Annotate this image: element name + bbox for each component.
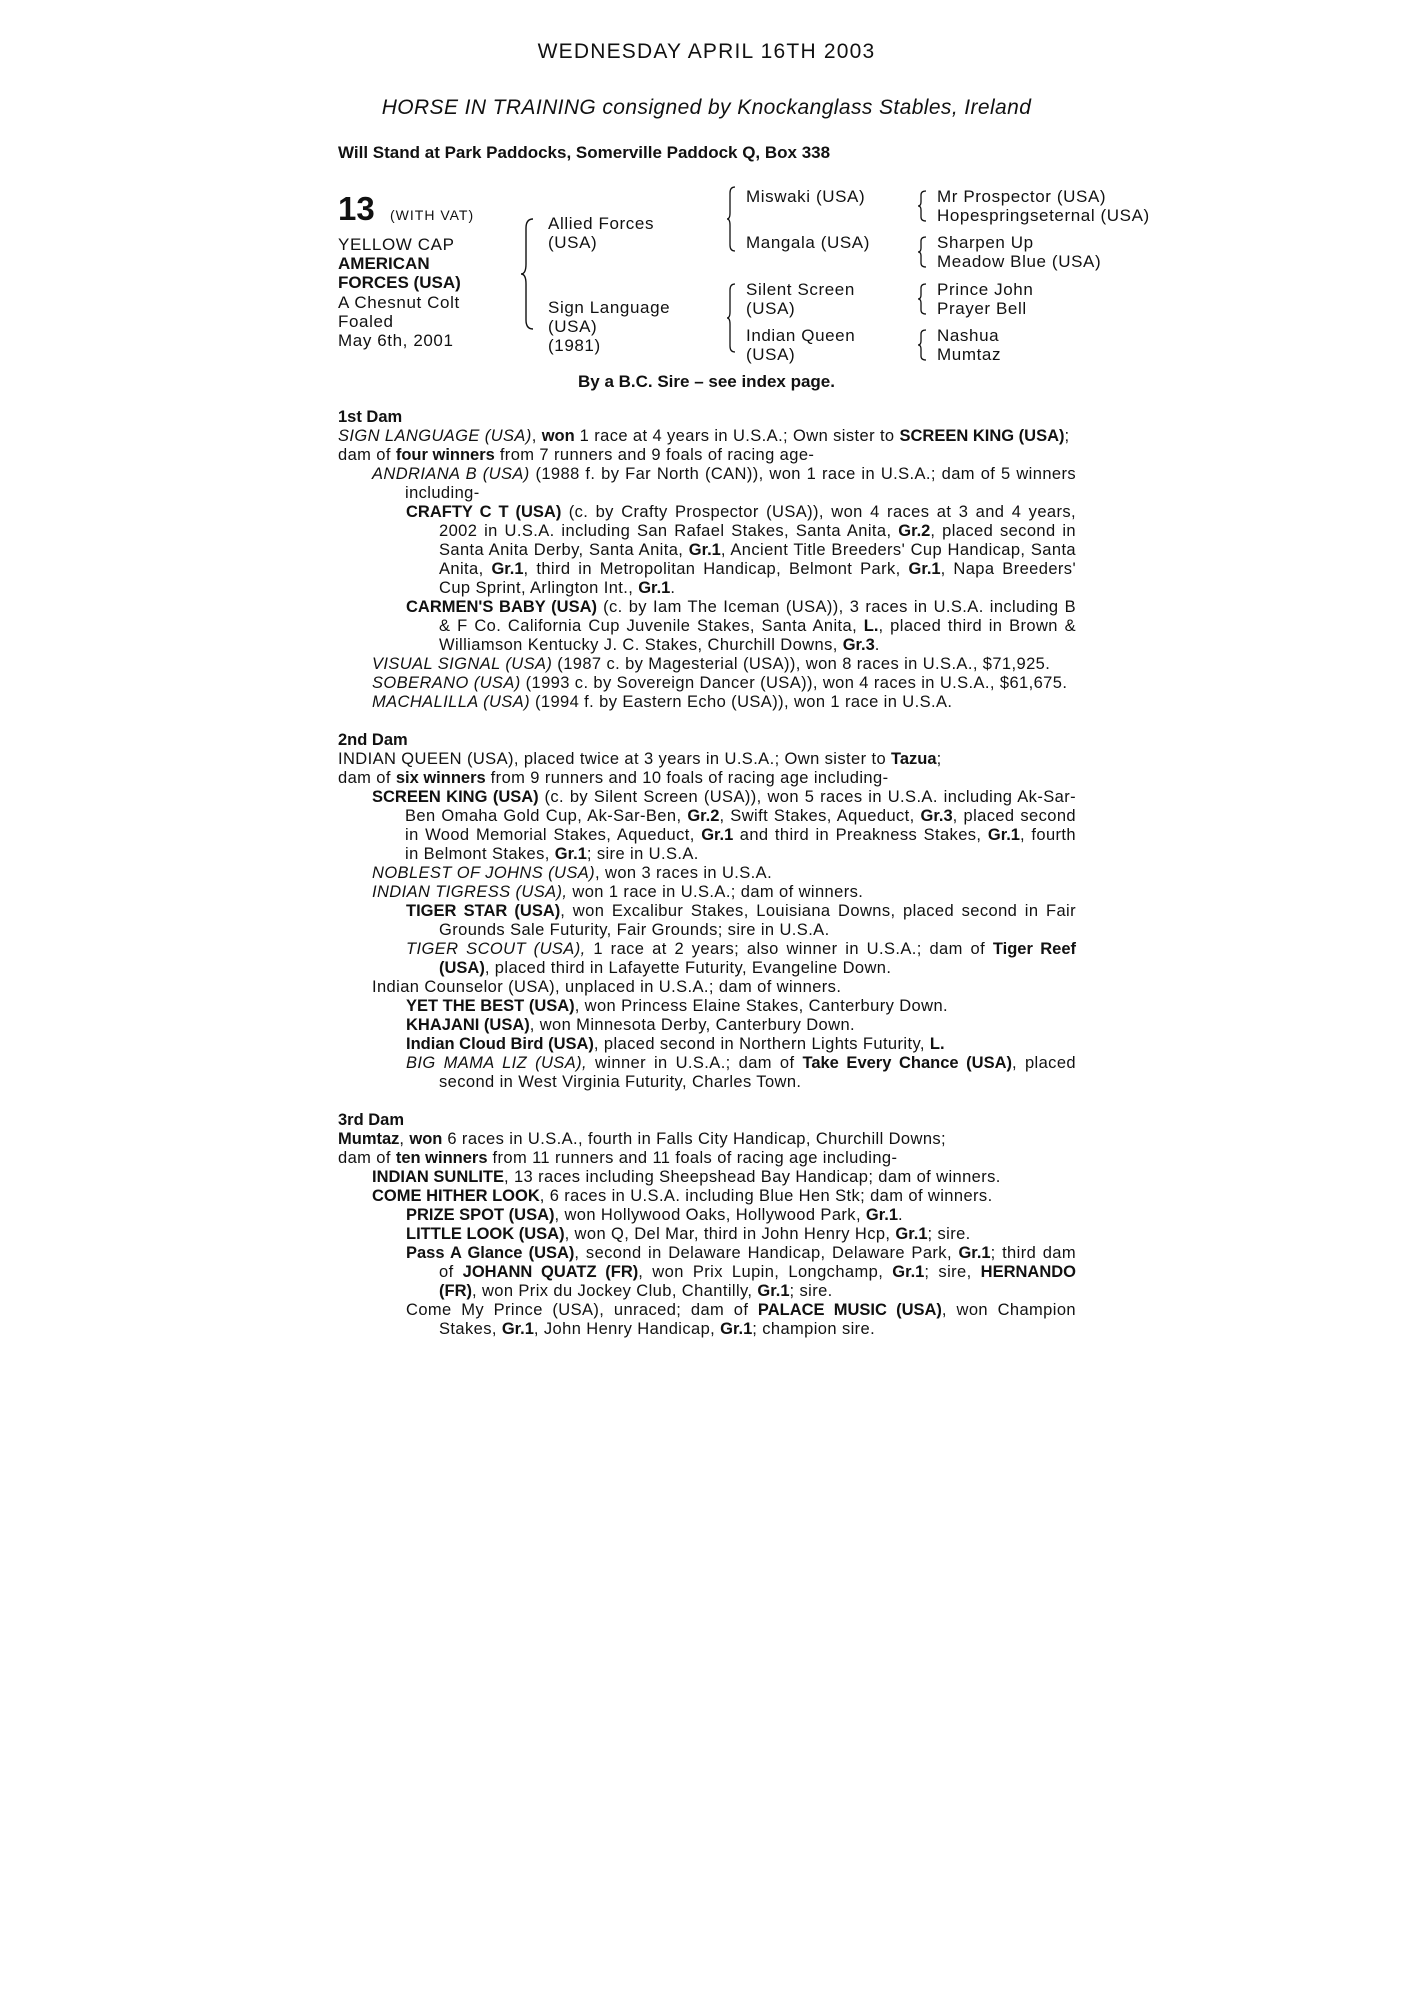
pedigree-dam-sire: Silent Screen [746, 280, 855, 299]
pedigree-ds-dam: Prayer Bell [937, 299, 1027, 318]
second-dam-produce-line [338, 769, 1076, 788]
entry-text: (1993 c. by Sovereign Dancer (USA)), won 4 races in U.S.A., $61,675. [520, 674, 1068, 692]
third-dam-heading: 3rd Dam [338, 1111, 405, 1129]
entry-text: (c. by Crafty Prospector (USA)), won 4 races at 3 and 4 years, 2002 in U.S.A. including San Rafael Stakes, Santa Anita, [439, 503, 1077, 540]
entry-text: (1994 f. by Eastern Echo (USA)), won 1 race in U.S.A. [530, 693, 953, 711]
entry-text: , won Excalibur Stakes, Louisiana Downs, placed second in Fair Grounds Sale Futurity, Fair Grounds; sire in U.S.A. [439, 902, 1076, 939]
entry-text: , placed third in Lafayette Futurity, Evangeline Down. [484, 959, 892, 977]
grade-label: Gr.3 [842, 636, 875, 654]
listed-label: L. [929, 1035, 945, 1053]
first-dam-produce-line [338, 446, 1076, 465]
entry-text: ; sire, [924, 1263, 981, 1281]
pedigree-sd-dam: Meadow Blue (USA) [937, 252, 1102, 271]
pedigree-brace-main [520, 218, 534, 330]
pedigree-ss-dam: Hopespringseternal (USA) [937, 206, 1150, 225]
horse-name: SCREEN KING (USA) [372, 788, 539, 806]
pedigree-dd-sire: Nashua [937, 326, 1000, 345]
entry-text: , 6 races in U.S.A. including Blue Hen Stk; dam of winners. [539, 1187, 993, 1205]
horse-name: JOHANN QUATZ (FR) [462, 1263, 639, 1281]
foaling-date: May 6th, 2001 [338, 331, 454, 350]
produce-entry [338, 1301, 1076, 1339]
horse-name: PALACE MUSIC (USA) [757, 1301, 942, 1319]
horse-name: HERNANDO (FR) [439, 1263, 1077, 1300]
grade-label: Gr.1 [720, 1320, 753, 1338]
produce-entry [338, 655, 1076, 674]
entry-text: . [670, 579, 676, 597]
entry-text: 1 race at 4 years in U.S.A.; Own sister to [574, 427, 900, 445]
cap-colour: YELLOW CAP [338, 235, 455, 254]
horse-name: NOBLEST OF JOHNS (USA) [372, 864, 596, 882]
grade-label: Gr.1 [908, 560, 941, 578]
entry-text: dam of [338, 1149, 396, 1167]
entry-text: , won Hollywood Oaks, Hollywood Park, [554, 1206, 866, 1224]
produce-entry [338, 1035, 1076, 1054]
pedigree-dam: Sign Language [548, 298, 671, 317]
entry-text: (c. by Silent Screen (USA)), won 5 races in U.S.A. including Ak-Sar-Ben Omaha Gold Cup, Ak-Sar-Ben, [405, 788, 1076, 825]
stand-location: Will Stand at Park Paddocks, Somerville Paddock Q, Box 338 [338, 143, 831, 162]
pedigree-ss-sire: Mr Prospector (USA) [937, 187, 1107, 206]
entry-text: (1988 f. by Far North (CAN)), won 1 race in U.S.A.; dam of 5 winners including- [405, 465, 1077, 502]
winners-count: ten winners [395, 1149, 488, 1167]
third-dam-produce-line [338, 1149, 1076, 1168]
pedigree-brace-ss [917, 190, 927, 222]
pedigree-dam-dam: Indian Queen [746, 326, 856, 345]
produce-entry [338, 598, 1076, 655]
horse-name: LITTLE LOOK (USA) [406, 1225, 565, 1243]
horse-name: Tazua [891, 750, 937, 768]
produce-entry [338, 788, 1076, 864]
entry-text: , won Prix du Jockey Club, Chantilly, [471, 1282, 758, 1300]
produce-entry [338, 978, 1076, 997]
entry-text: , Swift Stakes, Aqueduct, [719, 807, 921, 825]
horse-name: ANDRIANA B (USA) [372, 465, 530, 483]
entry-text: , won Prix Lupin, Longchamp, [638, 1263, 893, 1281]
entry-text: . [898, 1206, 904, 1224]
entry-text: from 11 runners and 11 foals of racing age including- [487, 1149, 898, 1167]
produce-entry [338, 503, 1076, 598]
entry-text: 6 races in U.S.A., fourth in Falls City Handicap, Churchill Downs; [442, 1130, 947, 1148]
entry-text: ; [1064, 427, 1070, 445]
horse-name: Tiger Reef (USA) [439, 940, 1077, 977]
produce-entry [338, 997, 1076, 1016]
entry-text: winner in U.S.A.; dam of [587, 1054, 803, 1072]
pedigree-sire-dam: Mangala (USA) [746, 233, 871, 252]
produce-entry [338, 883, 1076, 902]
won-label: won [541, 427, 575, 445]
grade-label: Gr.1 [892, 1263, 925, 1281]
grade-label: Gr.1 [688, 541, 721, 559]
horse-name: MACHALILLA (USA) [372, 693, 530, 711]
horse-name: Take Every Chance (USA) [802, 1054, 1012, 1072]
second-dam-heading: 2nd Dam [338, 731, 408, 749]
winners-count: four winners [395, 446, 495, 464]
listed-label: L. [863, 617, 879, 635]
entry-text: , won Princess Elaine Stakes, Canterbury Down. [574, 997, 948, 1015]
pedigree-brace-ds [917, 283, 927, 315]
grade-label: Gr.2 [687, 807, 720, 825]
entry-text: , won Champion Stakes, [439, 1301, 1076, 1338]
won-label: won [409, 1130, 443, 1148]
entry-text: , 13 races including Sheepshead Bay Handicap; dam of winners. [504, 1168, 1001, 1186]
horse-name: BIG MAMA LIZ (USA), [406, 1054, 587, 1072]
pedigree-dam-country: (USA) [548, 317, 598, 336]
entry-text: , won 3 races in U.S.A. [595, 864, 773, 882]
grade-label: Gr.1 [987, 826, 1020, 844]
pedigree-brace-sd [917, 236, 927, 268]
entry-text: , won Minnesota Derby, Canterbury Down. [529, 1016, 856, 1034]
horse-name: CRAFTY C T (USA) [406, 503, 562, 521]
grade-label: Gr.1 [757, 1282, 790, 1300]
entry-text: ; [936, 750, 942, 768]
grade-label: Gr.1 [501, 1320, 534, 1338]
horse-name: SIGN LANGUAGE (USA) [338, 427, 532, 445]
entry-text: , won Q, Del Mar, third in John Henry Hcp, [564, 1225, 896, 1243]
entry-text: ; third dam of [439, 1244, 1076, 1281]
produce-entry [338, 864, 1076, 883]
horse-name: YET THE BEST (USA) [406, 997, 575, 1015]
pedigree-brace-sire [726, 186, 736, 252]
grade-label: Gr.2 [898, 522, 931, 540]
entry-text: , placed second in Northern Lights Futurity, [593, 1035, 930, 1053]
grade-label: Gr.3 [920, 807, 953, 825]
foaled-label: Foaled [338, 312, 394, 331]
entry-text: ; sire in U.S.A. [586, 845, 699, 863]
pedigree-sire: Allied Forces [548, 214, 655, 233]
pedigree-sire-country: (USA) [548, 233, 598, 252]
first-dam-entry: SIGN LANGUAGE (USA), won 1 race at 4 years in U.S.A.; Own sister to SCREEN KING (USA); [338, 427, 1070, 445]
entry-text: , placed second in Santa Anita Derby, Santa Anita, [439, 522, 1076, 559]
grade-label: Gr.1 [554, 845, 587, 863]
lot-number: 13 [338, 190, 375, 227]
horse-name: VISUAL SIGNAL (USA) [372, 655, 553, 673]
entry-text: , placed second in Wood Memorial Stakes, Aqueduct, [405, 807, 1076, 844]
horse-name: INDIAN TIGRESS (USA), [372, 883, 568, 901]
horse-name: SOBERANO (USA) [372, 674, 521, 692]
entry-text: and third in Preakness Stakes, [733, 826, 988, 844]
horse-name: Pass A Glance (USA) [406, 1244, 575, 1262]
pedigree-brace-dd [917, 329, 927, 361]
second-dam-entry [338, 750, 1076, 769]
pedigree-sd-sire: Sharpen Up [937, 233, 1034, 252]
produce-entry [338, 1244, 1076, 1301]
entry-text: 1 race at 2 years; also winner in U.S.A.; dam of [585, 940, 993, 958]
horse-name: COME HITHER LOOK [372, 1187, 540, 1205]
entry-text: Come My Prince (USA), unraced; dam of [406, 1301, 758, 1319]
entry-text: , placed third in Brown & Williamson Kentucky J. C. Stakes, Churchill Downs, [439, 617, 1076, 654]
entry-text: INDIAN QUEEN (USA), placed twice at 3 years in U.S.A.; Own sister to [338, 750, 892, 768]
horse-name: SCREEN KING (USA) [899, 427, 1065, 445]
entry-text: won 1 race in U.S.A.; dam of winners. [567, 883, 864, 901]
winners-count: six winners [395, 769, 486, 787]
produce-entry [338, 1206, 1076, 1225]
entry-text: ; sire. [927, 1225, 971, 1243]
pedigree-dd-dam: Mumtaz [937, 345, 1002, 364]
grade-label: Gr.1 [895, 1225, 928, 1243]
grade-label: Gr.1 [865, 1206, 899, 1224]
produce-entry [338, 1054, 1076, 1092]
produce-entry [338, 674, 1076, 693]
horse-name: TIGER SCOUT (USA), [406, 940, 586, 958]
pedigree-dam-dam-country: (USA) [746, 345, 796, 364]
pedigree-brace-dam [726, 283, 736, 353]
pedigree-dam-sire-country: (USA) [746, 299, 796, 318]
entry-text: , John Henry Handicap, [533, 1320, 721, 1338]
horse-name: PRIZE SPOT (USA) [406, 1206, 555, 1224]
pedigree-ds-sire: Prince John [937, 280, 1034, 299]
produce-entry [338, 940, 1076, 978]
entry-text: , second in Delaware Handicap, Delaware Park, [574, 1244, 959, 1262]
consignor-line: HORSE IN TRAINING consigned by Knockanglass Stables, Ireland [381, 96, 1032, 119]
third-dam-entry: Mumtaz, won 6 races in U.S.A., fourth in Falls City Handicap, Churchill Downs; [338, 1130, 947, 1148]
pedigree-sire-sire: Miswaki (USA) [746, 187, 866, 206]
horse-name: Mumtaz [338, 1130, 400, 1148]
produce-entry [338, 902, 1076, 940]
grade-label: Gr.1 [491, 560, 524, 578]
grade-label: Gr.1 [638, 579, 671, 597]
first-dam-heading: 1st Dam [338, 408, 403, 426]
pedigree-dam-year: (1981) [548, 336, 601, 355]
grade-label: Gr.1 [958, 1244, 991, 1262]
produce-entry [338, 1187, 1076, 1206]
horse-name: TIGER STAR (USA) [406, 902, 561, 920]
entry-text: , fourth in Belmont Stakes, [405, 826, 1076, 863]
horse-description: A Chesnut Colt [338, 293, 460, 312]
horse-name-line1: AMERICAN [338, 254, 430, 273]
produce-entry [338, 465, 1076, 503]
entry-text: ; champion sire. [752, 1320, 876, 1338]
entry-text: , placed second in West Virginia Futurity, Charles Town. [439, 1054, 1076, 1091]
produce-entry [338, 1225, 1076, 1244]
entry-text: , Napa Breeders' Cup Sprint, Arlington Int., [439, 560, 1077, 597]
entry-text: . [874, 636, 880, 654]
grade-label: Gr.1 [701, 826, 734, 844]
entry-text: from 9 runners and 10 foals of racing age including- [485, 769, 889, 787]
entry-text: dam of [338, 769, 396, 787]
entry-text: (1987 c. by Magesterial (USA)), won 8 races in U.S.A., $71,925. [552, 655, 1051, 673]
entry-text: dam of [338, 446, 396, 464]
bc-sire-note: By a B.C. Sire – see index page. [577, 372, 835, 391]
produce-entry [338, 1016, 1076, 1035]
horse-name: INDIAN SUNLITE [372, 1168, 504, 1186]
horse-name: CARMEN'S BABY (USA) [406, 598, 598, 616]
entry-text: from 7 runners and 9 foals of racing age- [494, 446, 815, 464]
horse-name: KHAJANI (USA) [406, 1016, 530, 1034]
horse-name: Indian Cloud Bird (USA) [406, 1035, 594, 1053]
catalogue-body [338, 408, 1076, 1339]
entry-text: , Ancient Title Breeders' Cup Handicap, Santa Anita, [439, 541, 1077, 578]
entry-text: (c. by Iam The Iceman (USA)), 3 races in U.S.A. including B & F Co. California Cup Juvenile Stakes, Santa Anita, [439, 598, 1076, 635]
vat-note: (WITH VAT) [390, 207, 475, 223]
horse-name-line2: FORCES (USA) [338, 273, 461, 292]
entry-text: , third in Metropolitan Handicap, Belmont Park, [523, 560, 909, 578]
entry-text: ; sire. [789, 1282, 833, 1300]
produce-entry [338, 1168, 1076, 1187]
produce-entry [338, 693, 1076, 712]
entry-text: Indian Counselor (USA), unplaced in U.S.A.; dam of winners. [372, 978, 842, 996]
sale-date: WEDNESDAY APRIL 16TH 2003 [537, 40, 876, 63]
